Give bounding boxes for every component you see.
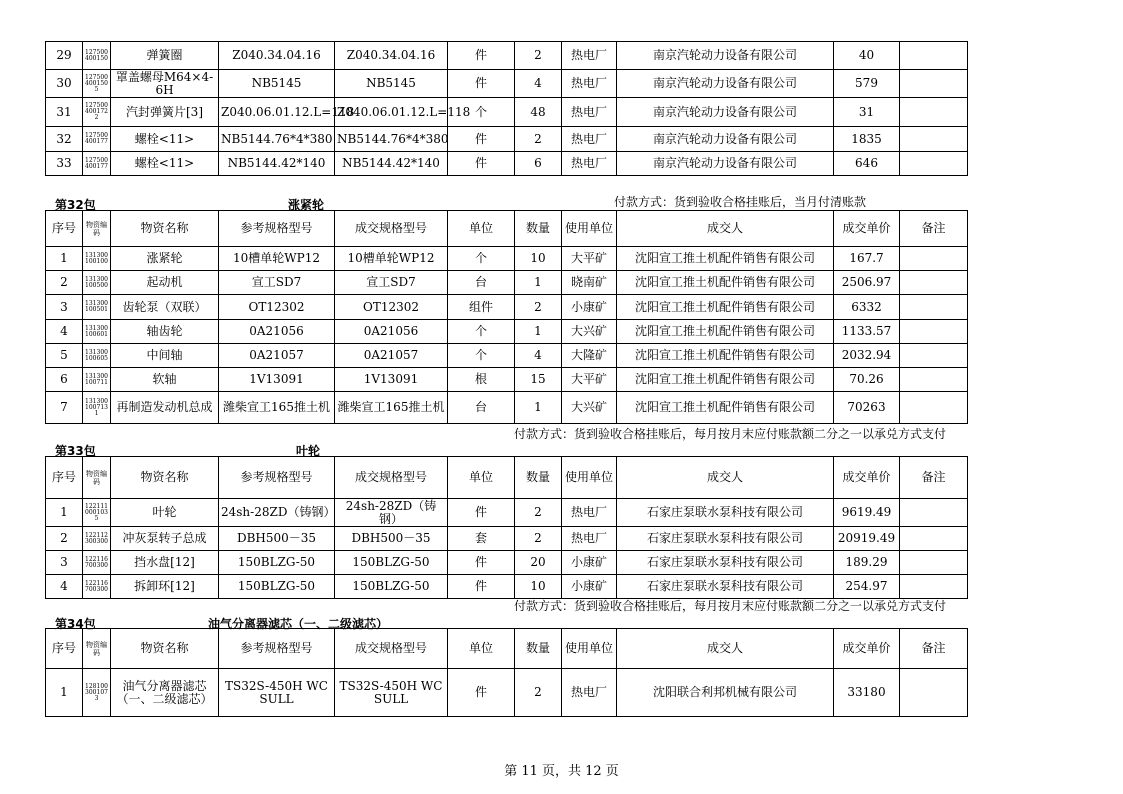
table-row [46,295,968,320]
cell-unit: 件 [448,70,515,98]
cell-name: 挡水盘[12] [111,551,219,575]
cell-code: 122116700300 [83,551,111,575]
cell-unit: 件 [448,575,515,599]
cell-remark [900,368,968,392]
table-row [46,247,968,271]
cell-name: 冲灰泵转子总成 [111,527,219,551]
cell-user: 热电厂 [562,152,617,176]
pkg34-title: 第34包 [55,617,96,631]
cell-deal: 宣工SD7 [335,271,448,295]
cell-ref: TS32S-450H WC SULL [219,669,335,717]
table-row [46,392,968,424]
cell-seq: 1 [46,247,83,271]
cell-deal: OT12302 [335,295,448,320]
cell-deal: 24sh-28ZD（铸钢） [335,499,448,527]
cell-remark [900,295,968,320]
table-row [46,98,968,127]
table-row [46,152,968,176]
cell-price: 6332 [834,295,900,320]
cell-code: 131300100601 [83,320,111,344]
pkg34-name: 油气分离器滤芯（一、二级滤芯） [208,617,389,631]
cell-dealer: 石家庄泵联水泵科技有限公司 [617,551,834,575]
cell-qty: 1 [515,320,562,344]
table-row [46,669,968,717]
cell-unit: 个 [448,344,515,368]
table-row [46,320,968,344]
cell-price: 189.29 [834,551,900,575]
cell-seq: 1 [46,669,83,717]
cell-unit: 个 [448,320,515,344]
cell-deal: 潍柴宣工165推土机 [335,392,448,424]
cell-price: 254.97 [834,575,900,599]
cell-price: 70.26 [834,368,900,392]
cell-remark [900,551,968,575]
cell-dealer: 石家庄泵联水泵科技有限公司 [617,575,834,599]
cell-name: 汽封弹簧片[3] [111,98,219,127]
cell-ref: 10槽单轮WP12 [219,247,335,271]
cell-remark [900,70,968,98]
cell-name: 油气分离器滤芯（一、二级滤芯） [111,669,219,717]
cell-remark [900,575,968,599]
cell-ref: 0A21057 [219,344,335,368]
cell-user: 大隆矿 [562,344,617,368]
cell-remark [900,42,968,70]
cell-price: 70263 [834,392,900,424]
cell-unit: 个 [448,98,515,127]
cell-dealer: 沈阳宣工推土机配件销售有限公司 [617,320,834,344]
cell-name: 中间轴 [111,344,219,368]
table-row [46,499,968,527]
cell-price: 167.7 [834,247,900,271]
cell-deal: NB5145 [335,70,448,98]
cell-unit: 件 [448,152,515,176]
cell-seq: 6 [46,368,83,392]
header-deal-spec: 成交规格型号 [335,457,448,499]
cell-qty: 2 [515,527,562,551]
cell-unit: 件 [448,499,515,527]
cell-user: 大平矿 [562,247,617,271]
cell-deal: NB5144.76*4*380 [335,127,448,152]
header-user: 使用单位 [562,457,617,499]
header-dealer: 成交人 [617,457,834,499]
cell-seq: 3 [46,551,83,575]
cell-remark [900,152,968,176]
header-qty: 数量 [515,629,562,669]
table-row [46,368,968,392]
pkg32-name: 涨紧轮 [288,198,325,212]
cell-deal: NB5144.42*140 [335,152,448,176]
cell-user: 热电厂 [562,127,617,152]
header-qty: 数量 [515,457,562,499]
cell-name: 螺栓<11> [111,127,219,152]
pkg32-title: 第32包 [55,198,96,212]
cell-code: 131300100605 [83,344,111,368]
header-user: 使用单位 [562,211,617,247]
pkg34-body [46,669,968,717]
header-unit: 单位 [448,457,515,499]
cell-unit: 根 [448,368,515,392]
cell-unit: 台 [448,392,515,424]
header-code: 物资编码 [83,457,111,499]
pkg34-table [45,628,968,717]
table-row [46,344,968,368]
header-deal-spec: 成交规格型号 [335,211,448,247]
header-seq: 序号 [46,211,83,247]
pkg33-title: 第33包 [55,444,96,458]
cell-remark [900,247,968,271]
cell-user: 晓南矿 [562,271,617,295]
cell-code: 131300100100 [83,247,111,271]
cell-ref: 潍柴宣工165推土机 [219,392,335,424]
cell-remark [900,669,968,717]
cell-code: 131300100711 [83,368,111,392]
table-row [46,551,968,575]
page-footer: 第 11 页，共 12 页 [504,764,619,779]
cell-seq: 2 [46,527,83,551]
cell-code: 1281003001073 [83,669,111,717]
cell-name: 弹簧圈 [111,42,219,70]
cell-name: 软轴 [111,368,219,392]
cell-ref: NB5144.42*140 [219,152,335,176]
cell-user: 大兴矿 [562,392,617,424]
cell-ref: 0A21056 [219,320,335,344]
cell-unit: 件 [448,551,515,575]
cell-qty: 2 [515,42,562,70]
cell-name: 螺栓<11> [111,152,219,176]
cell-unit: 个 [448,247,515,271]
cell-name: 涨紧轮 [111,247,219,271]
cell-price: 33180 [834,669,900,717]
cell-remark [900,527,968,551]
cell-ref: NB5145 [219,70,335,98]
cell-price: 1133.57 [834,320,900,344]
cell-qty: 10 [515,575,562,599]
header-seq: 序号 [46,629,83,669]
cell-code: 127500400177 [83,127,111,152]
header-code: 物资编码 [83,629,111,669]
pkg33-body [46,499,968,599]
cell-deal: Z040.34.04.16 [335,42,448,70]
cell-remark [900,271,968,295]
cell-seq: 4 [46,575,83,599]
pkg33-payment: 付款方式：货到验收合格挂账后，每月按月末应付账款额二分之一以承兑方式支付 [513,427,946,441]
header-remark: 备注 [900,457,968,499]
cell-price: 2032.94 [834,344,900,368]
cell-remark [900,320,968,344]
pkg32-table [45,210,968,424]
cell-qty: 2 [515,295,562,320]
cell-code: 1275004001505 [83,70,111,98]
cell-user: 小康矿 [562,575,617,599]
table-row [46,527,968,551]
cell-code: 127500400177 [83,152,111,176]
cell-qty: 4 [515,70,562,98]
cell-dealer: 沈阳宣工推土机配件销售有限公司 [617,247,834,271]
cell-code: 131300100501 [83,295,111,320]
cell-code: 1275004001722 [83,98,111,127]
header-unit: 单位 [448,629,515,669]
cell-unit: 组件 [448,295,515,320]
cell-code: 1313001007131 [83,392,111,424]
table-row [46,42,968,70]
cell-user: 热电厂 [562,98,617,127]
cell-qty: 2 [515,669,562,717]
cell-ref: Z040.06.01.12.L=118 [219,98,335,127]
cell-user: 热电厂 [562,42,617,70]
cell-deal: Z040.06.01.12.L=118 [335,98,448,127]
cell-user: 小康矿 [562,551,617,575]
table-row [46,575,968,599]
header-qty: 数量 [515,211,562,247]
cell-seq: 31 [46,98,83,127]
pkg32-body [46,247,968,424]
cell-remark [900,98,968,127]
cell-qty: 20 [515,551,562,575]
cell-user: 大平矿 [562,368,617,392]
cell-seq: 2 [46,271,83,295]
header-name: 物资名称 [111,211,219,247]
header-ref-spec: 参考规格型号 [219,211,335,247]
table-header-row [46,211,968,247]
cell-name: 叶轮 [111,499,219,527]
header-ref-spec: 参考规格型号 [219,629,335,669]
cell-seq: 29 [46,42,83,70]
cell-qty: 2 [515,127,562,152]
cell-remark [900,127,968,152]
cell-dealer: 石家庄泵联水泵科技有限公司 [617,527,834,551]
cell-dealer: 南京汽轮动力设备有限公司 [617,98,834,127]
cell-unit: 套 [448,527,515,551]
cell-price: 20919.49 [834,527,900,551]
cell-name: 罩盖螺母M64×4-6H [111,70,219,98]
cell-seq: 32 [46,127,83,152]
pkg34-payment: 付款方式：货到验收合格挂账后，每月按月末应付账款额二分之一以承兑方式支付 [513,599,946,613]
cell-user: 热电厂 [562,499,617,527]
cell-ref: 24sh-28ZD（铸钢） [219,499,335,527]
cell-user: 热电厂 [562,527,617,551]
cell-seq: 33 [46,152,83,176]
cell-dealer: 南京汽轮动力设备有限公司 [617,127,834,152]
cell-user: 小康矿 [562,295,617,320]
cell-code: 122112300300 [83,527,111,551]
cell-price: 40 [834,42,900,70]
header-price: 成交单价 [834,211,900,247]
header-user: 使用单位 [562,629,617,669]
pkg32-payment: 付款方式：货到验收合格挂账后，当月付清账款 [613,195,866,209]
cell-remark [900,392,968,424]
top-table [45,41,968,176]
header-name: 物资名称 [111,457,219,499]
cell-name: 拆卸环[12] [111,575,219,599]
cell-seq: 1 [46,499,83,527]
cell-price: 2506.97 [834,271,900,295]
cell-deal: 10槽单轮WP12 [335,247,448,271]
cell-seq: 4 [46,320,83,344]
table-header-row [46,629,968,669]
cell-deal: 0A21056 [335,320,448,344]
cell-unit: 件 [448,127,515,152]
header-price: 成交单价 [834,457,900,499]
cell-dealer: 沈阳宣工推土机配件销售有限公司 [617,392,834,424]
header-dealer: 成交人 [617,211,834,247]
cell-dealer: 南京汽轮动力设备有限公司 [617,42,834,70]
top-table-body [46,42,968,176]
cell-name: 齿轮泵（双联） [111,295,219,320]
header-name: 物资名称 [111,629,219,669]
cell-code: 122116700300 [83,575,111,599]
cell-qty: 1 [515,271,562,295]
cell-unit: 台 [448,271,515,295]
cell-dealer: 沈阳宣工推土机配件销售有限公司 [617,295,834,320]
cell-remark [900,344,968,368]
cell-dealer: 沈阳联合利邦机械有限公司 [617,669,834,717]
cell-dealer: 沈阳宣工推土机配件销售有限公司 [617,368,834,392]
cell-seq: 3 [46,295,83,320]
table-row [46,127,968,152]
cell-seq: 7 [46,392,83,424]
cell-unit: 件 [448,42,515,70]
cell-ref: 宣工SD7 [219,271,335,295]
cell-dealer: 南京汽轮动力设备有限公司 [617,152,834,176]
header-dealer: 成交人 [617,629,834,669]
cell-code: 127500400150 [83,42,111,70]
table-row [46,271,968,295]
cell-seq: 5 [46,344,83,368]
cell-qty: 10 [515,247,562,271]
cell-user: 热电厂 [562,70,617,98]
cell-qty: 4 [515,344,562,368]
cell-ref: Z040.34.04.16 [219,42,335,70]
cell-user: 大兴矿 [562,320,617,344]
cell-price: 1835 [834,127,900,152]
cell-deal: TS32S-450H WC SULL [335,669,448,717]
cell-deal: 150BLZG-50 [335,575,448,599]
header-seq: 序号 [46,457,83,499]
header-remark: 备注 [900,211,968,247]
cell-deal: 150BLZG-50 [335,551,448,575]
cell-ref: 1V13091 [219,368,335,392]
cell-ref: NB5144.76*4*380 [219,127,335,152]
cell-seq: 30 [46,70,83,98]
cell-dealer: 石家庄泵联水泵科技有限公司 [617,499,834,527]
cell-deal: 1V13091 [335,368,448,392]
pkg33-table [45,456,968,599]
cell-name: 轴齿轮 [111,320,219,344]
cell-user: 热电厂 [562,669,617,717]
pkg33-name: 叶轮 [296,444,321,458]
cell-price: 579 [834,70,900,98]
cell-deal: 0A21057 [335,344,448,368]
cell-dealer: 南京汽轮动力设备有限公司 [617,70,834,98]
cell-ref: 150BLZG-50 [219,551,335,575]
cell-code: 1221110001035 [83,499,111,527]
header-code: 物资编码 [83,211,111,247]
header-price: 成交单价 [834,629,900,669]
cell-qty: 2 [515,499,562,527]
cell-name: 再制造发动机总成 [111,392,219,424]
cell-qty: 6 [515,152,562,176]
cell-qty: 48 [515,98,562,127]
cell-ref: 150BLZG-50 [219,575,335,599]
cell-dealer: 沈阳宣工推土机配件销售有限公司 [617,344,834,368]
header-ref-spec: 参考规格型号 [219,457,335,499]
cell-remark [900,499,968,527]
cell-deal: DBH500－35 [335,527,448,551]
cell-dealer: 沈阳宣工推土机配件销售有限公司 [617,271,834,295]
header-deal-spec: 成交规格型号 [335,629,448,669]
cell-price: 9619.49 [834,499,900,527]
cell-price: 646 [834,152,900,176]
table-row [46,70,968,98]
table-header-row [46,457,968,499]
cell-ref: DBH500－35 [219,527,335,551]
header-remark: 备注 [900,629,968,669]
cell-qty: 15 [515,368,562,392]
header-unit: 单位 [448,211,515,247]
cell-qty: 1 [515,392,562,424]
cell-name: 起动机 [111,271,219,295]
cell-unit: 件 [448,669,515,717]
cell-code: 131300100500 [83,271,111,295]
cell-ref: OT12302 [219,295,335,320]
cell-price: 31 [834,98,900,127]
